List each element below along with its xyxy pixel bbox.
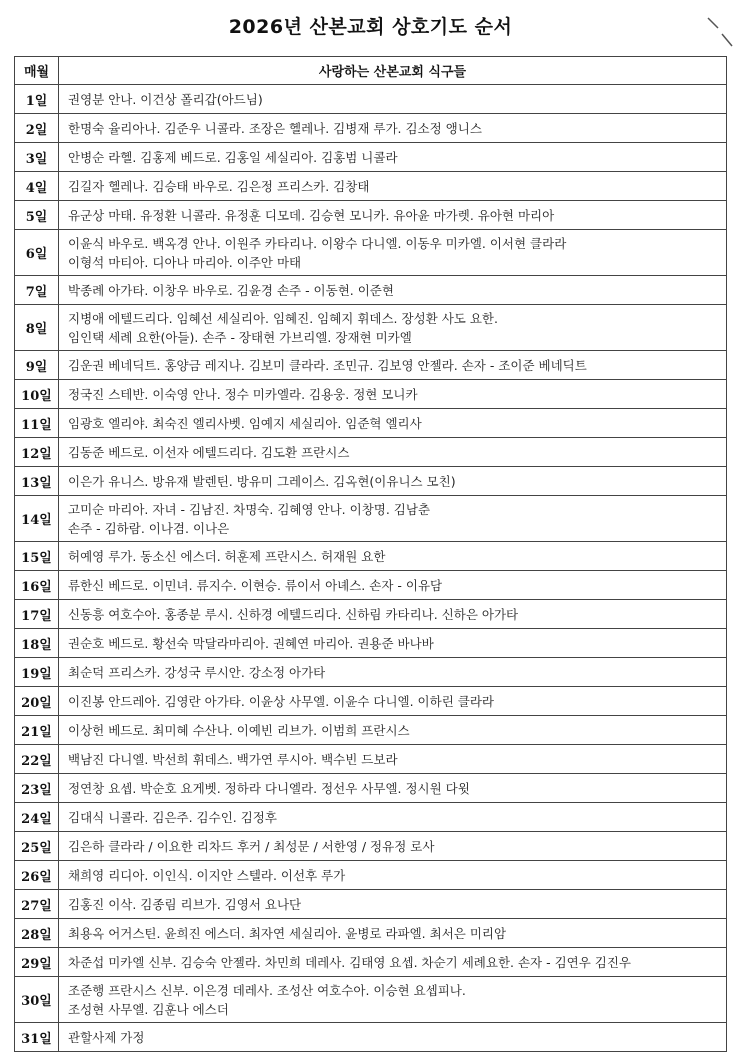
names-cell	[59, 230, 727, 276]
table-row	[15, 114, 727, 143]
table-row	[15, 948, 727, 977]
day-cell: 13일	[15, 467, 59, 496]
names-line: 조준행 프란시스 신부. 이은경 데레사. 조성산 여호수아. 이승현 요셉피나.	[68, 982, 466, 998]
table-row	[15, 496, 727, 542]
table-row	[15, 1023, 727, 1052]
names-line: 백남진 다니엘. 박선희 휘데스. 백가연 루시아. 백수빈 드보라	[68, 751, 398, 767]
names-cell	[59, 716, 727, 745]
day-cell: 4일	[15, 172, 59, 201]
table-row	[15, 542, 727, 571]
names-cell	[59, 600, 727, 629]
names-line: 김은하 클라라 / 이요한 리차드 후커 / 최성문 / 서한영 / 정유정 로사	[68, 838, 435, 854]
names-cell	[59, 948, 727, 977]
table-row	[15, 919, 727, 948]
names-line: 박종례 아가타. 이창우 바우로. 김윤경 손주 - 이동현. 이준현	[68, 282, 394, 298]
table-row	[15, 85, 727, 114]
names-cell	[59, 438, 727, 467]
names-line: 손주 - 김하람. 이나겸. 이나은	[68, 520, 230, 536]
header-day: 매월	[15, 57, 59, 85]
day-cell: 7일	[15, 276, 59, 305]
table-row	[15, 832, 727, 861]
names-line: 이진봉 안드레아. 김영란 아가타. 이윤상 사무엘. 이윤수 다니엘. 이하린 클라라	[68, 693, 494, 709]
names-line: 권영분 안나. 이건상 폴리갑(아드님)	[68, 91, 263, 107]
names-cell	[59, 803, 727, 832]
names-line: 이윤식 바우로. 백옥경 안나. 이원주 카타리나. 이왕수 다니엘. 이동우 미카엘. 이서현 클라라	[68, 235, 567, 251]
names-line: 김홍진 이삭. 김종림 리브가. 김영서 요나단	[68, 896, 302, 912]
names-cell	[59, 687, 727, 716]
day-cell: 23일	[15, 774, 59, 803]
names-line: 조성현 사무엘. 김훈나 에스더	[68, 1001, 229, 1017]
day-cell: 11일	[15, 409, 59, 438]
table-row	[15, 201, 727, 230]
names-line: 최순덕 프리스카. 강성국 루시안. 강소정 아가타	[68, 664, 326, 680]
names-line: 신동흥 여호수아. 홍종분 루시. 신하경 에텔드리다. 신하림 카타리나. 신하은 아가타	[68, 606, 519, 622]
day-cell: 17일	[15, 600, 59, 629]
table-row	[15, 629, 727, 658]
day-cell: 9일	[15, 351, 59, 380]
day-cell: 19일	[15, 658, 59, 687]
names-cell	[59, 542, 727, 571]
table-row	[15, 380, 727, 409]
names-line: 유군상 마태. 유정환 니콜라. 유정훈 디모데. 김승현 모니카. 유아윤 마가렛. 유아현 마리아	[68, 207, 555, 223]
day-cell: 25일	[15, 832, 59, 861]
table-row	[15, 143, 727, 172]
day-cell: 10일	[15, 380, 59, 409]
names-cell	[59, 745, 727, 774]
names-cell	[59, 919, 727, 948]
table-row	[15, 890, 727, 919]
table-row	[15, 687, 727, 716]
table-row	[15, 276, 727, 305]
day-cell: 30일	[15, 977, 59, 1023]
names-line: 관할사제 가정	[68, 1029, 145, 1045]
table-row	[15, 172, 727, 201]
names-cell	[59, 467, 727, 496]
table-row	[15, 977, 727, 1023]
names-line: 김대식 니콜라. 김은주. 김수인. 김정후	[68, 809, 277, 825]
day-cell: 20일	[15, 687, 59, 716]
day-cell: 15일	[15, 542, 59, 571]
names-cell	[59, 1023, 727, 1052]
names-line: 이형석 마티아. 디아나 마리아. 이주안 마태	[68, 254, 302, 270]
day-cell: 26일	[15, 861, 59, 890]
day-cell: 18일	[15, 629, 59, 658]
names-line: 안병순 라헬. 김홍제 베드로. 김홍일 세실리아. 김홍범 니콜라	[68, 149, 398, 165]
day-cell: 8일	[15, 305, 59, 351]
table-row	[15, 305, 727, 351]
names-cell	[59, 409, 727, 438]
names-cell	[59, 861, 727, 890]
table-row	[15, 658, 727, 687]
names-line: 임광호 엘리야. 최숙진 엘리사벳. 임예지 세실리아. 임준혁 엘리사	[68, 415, 422, 431]
day-cell: 31일	[15, 1023, 59, 1052]
table-body	[15, 85, 727, 1052]
table-row	[15, 861, 727, 890]
names-line: 임인택 세례 요한(아들). 손주 - 장태현 가브리엘. 장재현 미카엘	[68, 329, 412, 345]
names-line: 김길자 헬레나. 김승태 바우로. 김은정 프리스카. 김창태	[68, 178, 370, 194]
table-row	[15, 351, 727, 380]
names-cell	[59, 380, 727, 409]
names-cell	[59, 629, 727, 658]
day-cell: 27일	[15, 890, 59, 919]
table-header-row	[15, 57, 727, 85]
names-line: 이은가 유니스. 방유재 발렌틴. 방유미 그레이스. 김옥현(이유니스 모친)	[68, 473, 456, 489]
day-cell: 14일	[15, 496, 59, 542]
day-cell: 3일	[15, 143, 59, 172]
table-row	[15, 467, 727, 496]
day-cell: 28일	[15, 919, 59, 948]
day-cell: 2일	[15, 114, 59, 143]
names-cell	[59, 774, 727, 803]
names-cell	[59, 496, 727, 542]
names-line: 채희영 리디아. 이인식. 이지안 스텔라. 이선후 루가	[68, 867, 346, 883]
table-row	[15, 774, 727, 803]
names-line: 이상헌 베드로. 최미혜 수산나. 이예빈 리브가. 이범희 프란시스	[68, 722, 410, 738]
day-cell: 21일	[15, 716, 59, 745]
names-line: 류한신 베드로. 이민녀. 류지수. 이현승. 류이서 아녜스. 손자 - 이유담	[68, 577, 443, 593]
day-cell: 12일	[15, 438, 59, 467]
names-cell	[59, 305, 727, 351]
names-line: 김운권 베네딕트. 홍양금 레지나. 김보미 클라라. 조민규. 김보영 안젤라. 손자 - 조이준 베네딕트	[68, 357, 587, 373]
day-cell: 6일	[15, 230, 59, 276]
table-row	[15, 600, 727, 629]
names-cell	[59, 172, 727, 201]
table-row	[15, 716, 727, 745]
day-cell: 5일	[15, 201, 59, 230]
names-line: 고미순 마리아. 자녀 - 김남진. 차명숙. 김혜영 안나. 이창명. 김남춘	[68, 501, 431, 517]
names-cell	[59, 351, 727, 380]
table-row	[15, 571, 727, 600]
names-cell	[59, 114, 727, 143]
header-names: 사랑하는 산본교회 식구들	[59, 57, 727, 85]
names-cell	[59, 658, 727, 687]
day-cell: 16일	[15, 571, 59, 600]
names-cell	[59, 201, 727, 230]
names-line: 권순호 베드로. 황선숙 막달라마리아. 권혜연 마리아. 권용준 바나바	[68, 635, 434, 651]
names-cell	[59, 890, 727, 919]
day-cell: 22일	[15, 745, 59, 774]
names-line: 지병애 에텔드리다. 임혜선 세실리아. 임혜진. 임혜지 휘데스. 장성환 사도 요한.	[68, 310, 498, 326]
table-row	[15, 230, 727, 276]
names-cell	[59, 571, 727, 600]
document-title: 2026년 산본교회 상호기도 순서	[228, 16, 513, 38]
names-line: 허예영 루가. 동소신 에스더. 허훈제 프란시스. 허재원 요한	[68, 548, 386, 564]
names-line: 한명숙 율리아나. 김준우 니콜라. 조장은 헬레나. 김병재 루가. 김소정 앵니스	[68, 120, 482, 136]
names-cell	[59, 276, 727, 305]
names-line: 정연창 요셉. 박순호 요게벳. 정하라 다니엘라. 정선우 사무엘. 정시원 다윗	[68, 780, 470, 796]
table-row	[15, 745, 727, 774]
scan-mark-icon	[706, 14, 736, 54]
names-cell	[59, 832, 727, 861]
table-row	[15, 409, 727, 438]
day-cell: 24일	[15, 803, 59, 832]
names-line: 최용옥 어거스틴. 윤희진 에스더. 최자연 세실리아. 윤병로 라파엘. 최서은 미리암	[68, 925, 507, 941]
table-row	[15, 803, 727, 832]
day-cell: 1일	[15, 85, 59, 114]
names-line: 정국진 스테반. 이숙영 안나. 정수 미카엘라. 김용웅. 정현 모니카	[68, 386, 418, 402]
names-line: 김동준 베드로. 이선자 에텔드리다. 김도환 프란시스	[68, 444, 350, 460]
names-line: 차준섭 미카엘 신부. 김승숙 안젤라. 차민희 데레사. 김태영 요셉. 차순기 세례요한. 손자 - 김연우 김진우	[68, 954, 632, 970]
names-cell	[59, 977, 727, 1023]
names-cell	[59, 85, 727, 114]
names-cell	[59, 143, 727, 172]
day-cell: 29일	[15, 948, 59, 977]
prayer-schedule-table	[14, 56, 727, 1052]
table-row	[15, 438, 727, 467]
